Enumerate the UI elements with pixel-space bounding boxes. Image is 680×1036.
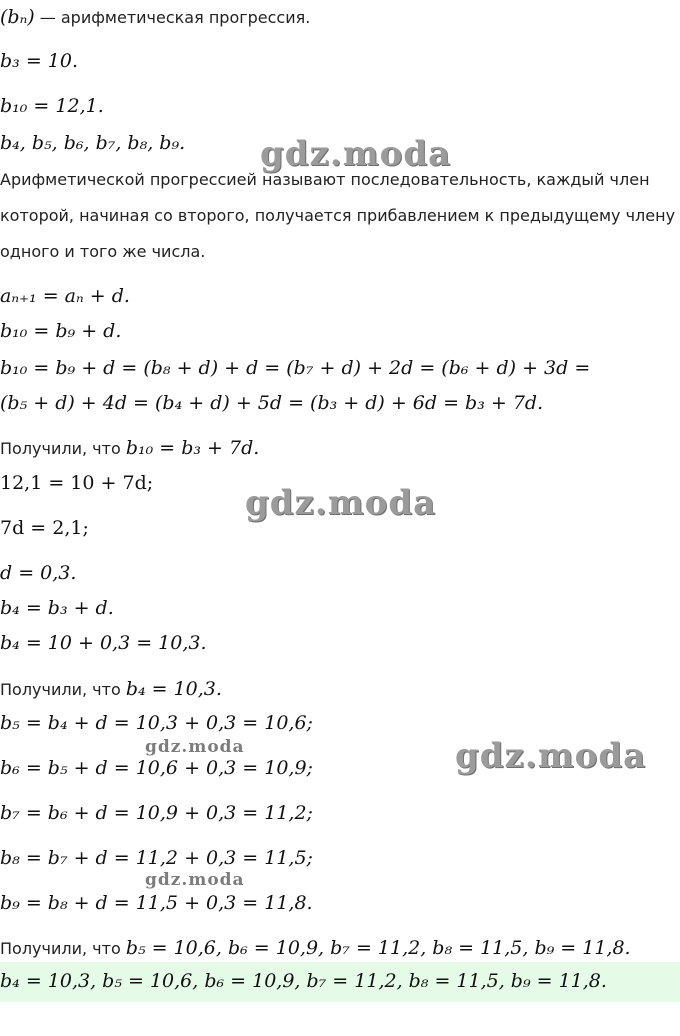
intro-line — [0, 6, 310, 28]
calc-b8: b₈ = b₇ + d = 11,2 + 0,3 = 11,5; — [0, 847, 313, 869]
calc-b4: b₄ = 10 + 0,3 = 10,3. — [0, 632, 207, 654]
watermark-logo: gdz.moda — [260, 134, 452, 174]
calc-b5: b₅ = b₄ + d = 10,3 + 0,3 = 10,6; — [0, 712, 313, 734]
watermark-logo: gdz.moda — [245, 483, 437, 523]
equation-substituted: 12,1 = 10 + 7d; — [0, 472, 154, 494]
derivation-line-1: b₁₀ = b₉ + d = (b₈ + d) + d = (b₇ + d) + 2d = (b₆ + d) + 3d = — [0, 357, 591, 379]
formula-b10: b₁₀ = b₉ + d. — [0, 320, 122, 342]
value-d: d = 0,3. — [0, 562, 77, 584]
derivation-line-2: (b₅ + d) + 4d = (b₄ + d) + 5d = (b₃ + d) + 6d = b₃ + 7d. — [0, 392, 544, 414]
result-label: Получили, что — [0, 680, 126, 699]
unknown-terms: b₄, b₅, b₆, b₇, b₈, b₉. — [0, 132, 186, 154]
result-all: b₅ = 10,6, b₆ = 10,9, b₇ = 11,2, b₈ = 11,5, b₉ = 11,8. — [125, 937, 631, 959]
calc-b7: b₇ = b₆ + d = 10,9 + 0,3 = 11,2; — [0, 802, 313, 824]
watermark-logo-small: gdz.moda — [145, 870, 245, 890]
answer-box — [0, 962, 680, 1002]
given-b3: b₃ = 10. — [0, 50, 78, 72]
result-b4-line — [0, 678, 222, 700]
definition-paragraph: Арифметической прогрессией называют последовательность, каждый член которой, начиная со второго, получается прибавлением к предыдущему члену одного и того же числа. — [0, 170, 676, 261]
sequence-symbol: (bₙ) — [0, 6, 35, 28]
given-b10: b₁₀ = 12,1. — [0, 95, 104, 117]
watermark-logo: gdz.moda — [455, 736, 647, 776]
formula-b4: b₄ = b₃ + d. — [0, 597, 114, 619]
result-all-line — [0, 937, 631, 959]
formula-general: aₙ₊₁ = aₙ + d. — [0, 285, 130, 307]
answer-text: b₄ = 10,3, b₅ = 10,6, b₆ = 10,9, b₇ = 11,2, b₈ = 11,5, b₉ = 11,8. — [0, 970, 607, 992]
result-b10: b₁₀ = b₃ + 7d. — [125, 437, 260, 459]
result-b10-line — [0, 437, 259, 459]
watermark-logo-small: gdz.moda — [145, 737, 245, 757]
calc-b9: b₉ = b₈ + d = 11,5 + 0,3 = 11,8. — [0, 892, 313, 914]
result-label: Получили, что — [0, 439, 126, 458]
result-b4: b₄ = 10,3. — [125, 678, 222, 700]
intro-text: — арифметическая прогрессия. — [34, 8, 311, 27]
result-label: Получили, что — [0, 939, 126, 958]
equation-7d: 7d = 2,1; — [0, 517, 89, 539]
calc-b6: b₆ = b₅ + d = 10,6 + 0,3 = 10,9; — [0, 757, 313, 779]
